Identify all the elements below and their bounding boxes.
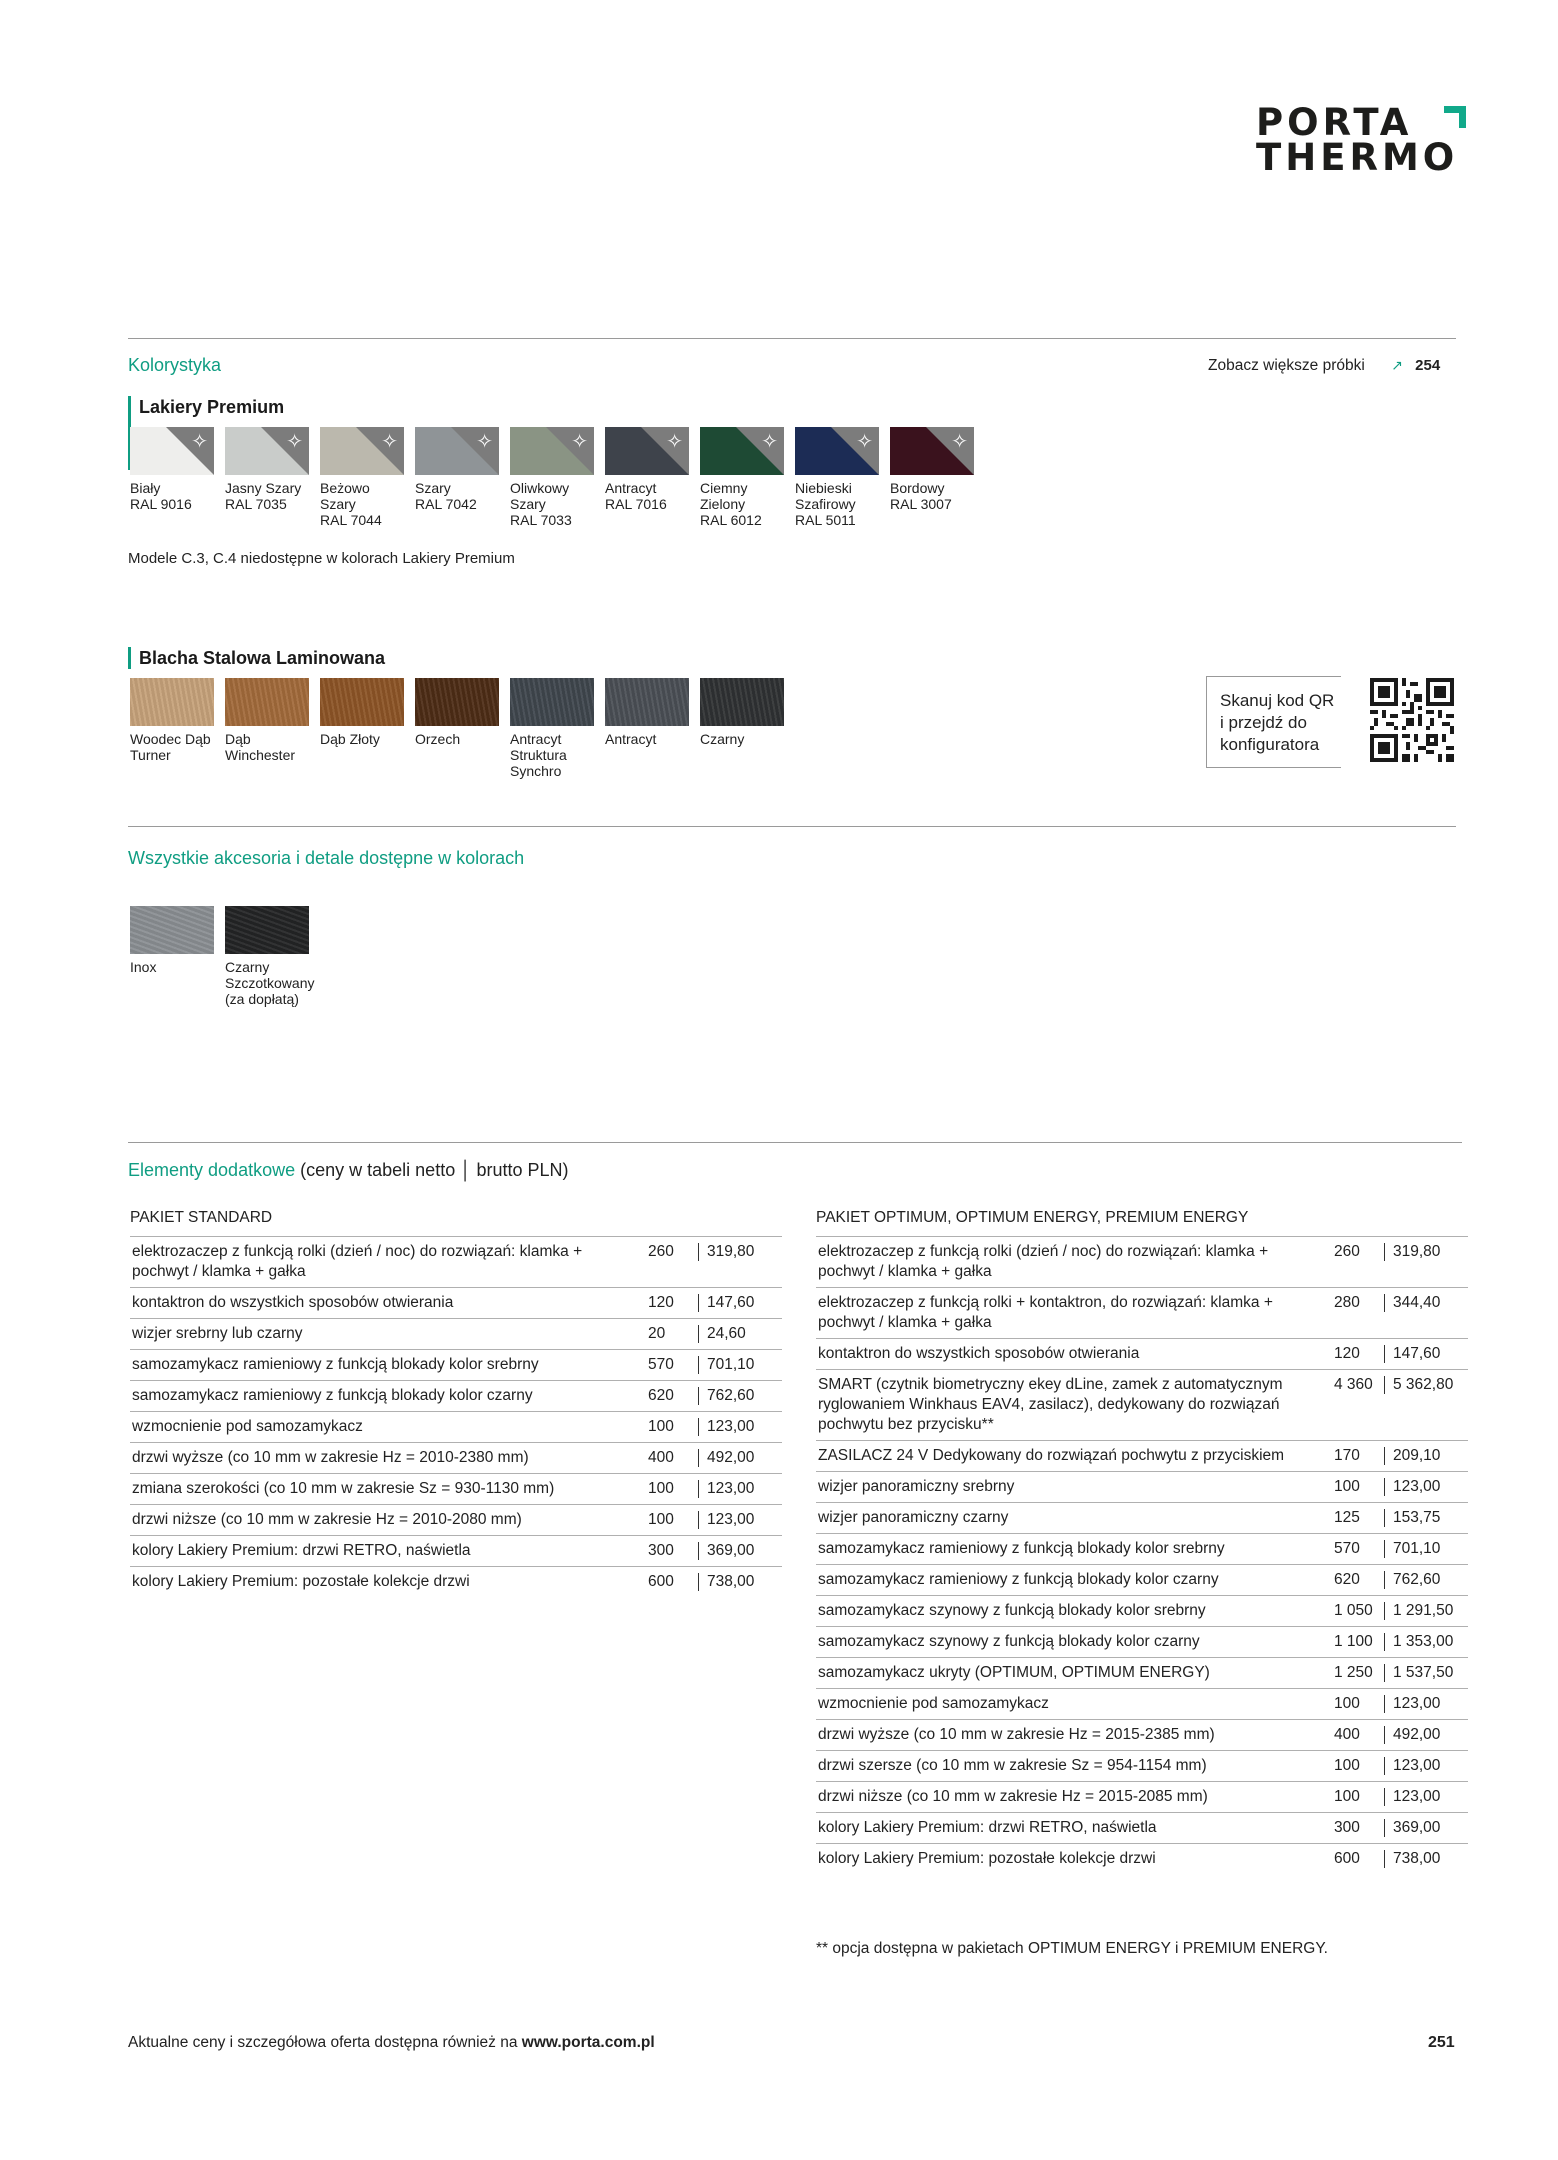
price-separator <box>1384 1540 1385 1558</box>
row-net-price: 100 <box>1332 1472 1382 1503</box>
row-gross-price: 319,80 <box>707 1243 755 1260</box>
table-row <box>130 1443 782 1474</box>
row-net-price: 120 <box>646 1288 696 1319</box>
table-row <box>130 1288 782 1319</box>
row-description: drzwi niższe (co 10 mm w zakresie Hz = 2010-2080 mm) <box>130 1505 646 1536</box>
accessory-swatch-label: Inox <box>130 959 157 975</box>
row-description: wzmocnienie pod samozamykacz <box>816 1689 1332 1720</box>
price-separator <box>1384 1243 1385 1261</box>
premium-swatch[interactable] <box>605 427 689 475</box>
table-row <box>816 1370 1468 1441</box>
price-separator <box>698 1542 699 1560</box>
price-separator <box>1384 1695 1385 1713</box>
qr-code-icon[interactable] <box>1370 678 1454 762</box>
row-net-price: 260 <box>646 1237 696 1288</box>
price-separator <box>1384 1376 1385 1394</box>
row-gross-price: 369,00 <box>1393 1819 1441 1836</box>
row-description: drzwi szersze (co 10 mm w zakresie Sz = 954-1154 mm) <box>816 1751 1332 1782</box>
table-row <box>816 1658 1468 1689</box>
row-gross-cell <box>1382 1844 1468 1875</box>
row-gross-price: 5 362,80 <box>1393 1376 1454 1393</box>
row-net-price: 400 <box>646 1443 696 1474</box>
row-description: elektrozaczep z funkcją rolki (dzień / noc) do rozwiązań: klamka + pochwyt / klamka + gałka <box>130 1237 646 1288</box>
row-description: wizjer panoramiczny czarny <box>816 1503 1332 1534</box>
row-gross-price: 1 353,00 <box>1393 1633 1454 1650</box>
premium-swatch[interactable] <box>510 427 594 475</box>
row-gross-cell <box>1382 1751 1468 1782</box>
table-row <box>816 1627 1468 1658</box>
row-gross-cell <box>1382 1441 1468 1472</box>
row-gross-cell <box>1382 1472 1468 1503</box>
laminated-swatch[interactable] <box>415 678 499 726</box>
section-divider <box>128 826 1456 827</box>
row-gross-price: 147,60 <box>1393 1345 1441 1362</box>
section-divider <box>128 338 1456 339</box>
row-net-price: 600 <box>646 1567 696 1598</box>
table-row <box>816 1565 1468 1596</box>
row-net-price: 300 <box>646 1536 696 1567</box>
premium-swatch-label: Jasny Szary RAL 7035 <box>225 480 302 512</box>
row-net-price: 260 <box>1332 1237 1382 1288</box>
row-gross-cell <box>1382 1339 1468 1370</box>
accessories-title: Wszystkie akcesoria i detale dostępne w kolorach <box>128 848 525 868</box>
row-net-price: 100 <box>1332 1689 1382 1720</box>
row-gross-price: 24,60 <box>707 1325 746 1342</box>
price-separator <box>698 1480 699 1498</box>
row-net-price: 1 100 <box>1332 1627 1382 1658</box>
table-row <box>816 1534 1468 1565</box>
row-gross-cell <box>696 1505 782 1536</box>
row-gross-cell <box>696 1350 782 1381</box>
laminated-swatch-label: Orzech <box>415 731 461 747</box>
row-gross-price: 319,80 <box>1393 1243 1441 1260</box>
row-gross-price: 762,60 <box>1393 1571 1441 1588</box>
row-description: elektrozaczep z funkcją rolki + kontaktron, do rozwiązań: klamka + pochwyt / klamka + gałka <box>816 1288 1332 1339</box>
row-gross-price: 762,60 <box>707 1387 755 1404</box>
arrow-up-right-icon: ↗ <box>1391 357 1403 373</box>
see-more-page: 254 <box>1415 357 1441 374</box>
row-gross-price: 123,00 <box>707 1511 755 1528</box>
row-gross-price: 369,00 <box>707 1542 755 1559</box>
row-gross-price: 123,00 <box>707 1480 755 1497</box>
row-net-price: 170 <box>1332 1441 1382 1472</box>
row-gross-cell <box>1382 1782 1468 1813</box>
row-gross-cell <box>696 1288 782 1319</box>
row-gross-cell <box>1382 1503 1468 1534</box>
laminated-swatch[interactable] <box>130 678 214 726</box>
laminated-swatch-label: Czarny <box>700 731 745 747</box>
laminated-swatch-label: Woodec Dąb Turner <box>130 731 211 763</box>
accessory-swatch[interactable] <box>130 906 214 954</box>
row-gross-cell <box>1382 1720 1468 1751</box>
logo-line1: PORTA <box>1256 101 1413 144</box>
extras-title-green: Elementy dodatkowe <box>128 1160 296 1180</box>
row-description: samozamykacz szynowy z funkcją blokady kolor czarny <box>816 1627 1332 1658</box>
sparkle-icon: ✧ <box>571 431 588 453</box>
sparkle-icon: ✧ <box>476 431 493 453</box>
row-gross-price: 344,40 <box>1393 1294 1441 1311</box>
table-row <box>816 1596 1468 1627</box>
row-gross-cell <box>696 1381 782 1412</box>
premium-swatch-label: Biały RAL 9016 <box>130 480 192 512</box>
row-gross-cell <box>696 1412 782 1443</box>
row-description: kolory Lakiery Premium: pozostałe kolekcje drzwi <box>130 1567 646 1598</box>
footer <box>128 2034 655 2052</box>
accessory-swatch-label: Czarny Szczotkowany (za dopłatą) <box>225 959 315 1007</box>
premium-note: Modele C.3, C.4 niedostępne w kolorach Lakiery Premium <box>128 550 515 567</box>
row-net-price: 600 <box>1332 1844 1382 1875</box>
row-net-price: 1 050 <box>1332 1596 1382 1627</box>
row-net-price: 400 <box>1332 1720 1382 1751</box>
table-row <box>816 1441 1468 1472</box>
premium-swatch[interactable] <box>320 427 404 475</box>
table-row <box>816 1472 1468 1503</box>
price-separator <box>1384 1633 1385 1651</box>
row-gross-price: 738,00 <box>707 1573 755 1590</box>
table-row <box>816 1689 1468 1720</box>
row-gross-cell <box>696 1319 782 1350</box>
row-net-price: 1 250 <box>1332 1658 1382 1689</box>
premium-swatch-label: Antracyt RAL 7016 <box>605 480 667 512</box>
row-gross-cell <box>696 1474 782 1505</box>
sparkle-icon: ✧ <box>286 431 303 453</box>
table-row <box>130 1381 782 1412</box>
price-separator <box>1384 1447 1385 1465</box>
row-description: SMART (czytnik biometryczny ekey dLine, zamek z automatycznym ryglowaniem Winkhaus EAV4, zasilacz), dedykowany do rozwiązań pochwytu bez przycisku** <box>816 1370 1332 1441</box>
premium-swatch[interactable] <box>890 427 974 475</box>
table-row <box>816 1720 1468 1751</box>
row-gross-cell <box>1382 1627 1468 1658</box>
row-description: kontaktron do wszystkich sposobów otwierania <box>816 1339 1332 1370</box>
row-net-price: 120 <box>1332 1339 1382 1370</box>
extras-title-rest: (ceny w tabeli netto │ brutto PLN) <box>300 1160 569 1180</box>
premium-swatch-label: Beżowo Szary RAL 7044 <box>320 480 382 528</box>
laminated-swatch[interactable] <box>225 678 309 726</box>
table-row <box>130 1412 782 1443</box>
sparkle-icon: ✧ <box>666 431 683 453</box>
row-description: wizjer panoramiczny srebrny <box>816 1472 1332 1503</box>
table-row <box>130 1319 782 1350</box>
price-separator <box>1384 1602 1385 1620</box>
row-description: drzwi niższe (co 10 mm w zakresie Hz = 2015-2085 mm) <box>816 1782 1332 1813</box>
row-net-price: 300 <box>1332 1813 1382 1844</box>
row-net-price: 100 <box>646 1412 696 1443</box>
laminated-swatch-label: Antracyt Struktura Synchro <box>510 731 567 779</box>
row-description: ZASILACZ 24 V Dedykowany do rozwiązań pochwytu z przyciskiem <box>816 1441 1332 1472</box>
premium-title: Lakiery Premium <box>128 396 284 418</box>
table-row <box>816 1237 1468 1288</box>
table-row <box>816 1813 1468 1844</box>
row-net-price: 620 <box>646 1381 696 1412</box>
optimum-package-table <box>816 1208 1468 1874</box>
table-row <box>816 1288 1468 1339</box>
row-gross-price: 123,00 <box>1393 1788 1441 1805</box>
porta-thermo-logo <box>1256 101 1466 179</box>
row-description: kolory Lakiery Premium: drzwi RETRO, naświetla <box>130 1536 646 1567</box>
row-gross-cell <box>696 1536 782 1567</box>
row-net-price: 570 <box>1332 1534 1382 1565</box>
premium-swatch[interactable] <box>795 427 879 475</box>
row-description: wizjer srebrny lub czarny <box>130 1319 646 1350</box>
table-row <box>130 1474 782 1505</box>
row-gross-price: 147,60 <box>707 1294 755 1311</box>
row-net-price: 20 <box>646 1319 696 1350</box>
price-separator <box>698 1449 699 1467</box>
row-gross-price: 123,00 <box>1393 1478 1441 1495</box>
table-row <box>816 1751 1468 1782</box>
row-description: drzwi wyższe (co 10 mm w zakresie Hz = 2015-2385 mm) <box>816 1720 1332 1751</box>
row-gross-cell <box>1382 1689 1468 1720</box>
row-description: wzmocnienie pod samozamykacz <box>130 1412 646 1443</box>
row-gross-price: 123,00 <box>1393 1695 1441 1712</box>
row-net-price: 280 <box>1332 1288 1382 1339</box>
logo-line2: THERMO <box>1256 136 1459 179</box>
table-row <box>816 1782 1468 1813</box>
row-description: samozamykacz ramieniowy z funkcją blokady kolor czarny <box>130 1381 646 1412</box>
row-net-price: 125 <box>1332 1503 1382 1534</box>
footnote: ** opcja dostępna w pakietach OPTIMUM ENERGY i PREMIUM ENERGY. <box>816 1940 1328 1957</box>
premium-swatch-label: Szary RAL 7042 <box>415 480 477 512</box>
laminated-title: Blacha Stalowa Laminowana <box>128 647 385 669</box>
premium-swatch[interactable] <box>700 427 784 475</box>
qr-text: Skanuj kod QR i przejdź do konfiguratora <box>1220 691 1335 754</box>
row-net-price: 100 <box>646 1505 696 1536</box>
row-gross-cell <box>1382 1534 1468 1565</box>
row-net-price: 100 <box>1332 1782 1382 1813</box>
logo-corner-mark <box>1444 106 1466 128</box>
laminated-swatch-label: Antracyt <box>605 731 657 747</box>
laminated-swatch-label: Dąb Winchester <box>225 731 296 763</box>
row-description: kolory Lakiery Premium: drzwi RETRO, naświetla <box>816 1813 1332 1844</box>
premium-swatch-label: Oliwkowy Szary RAL 7033 <box>510 480 572 528</box>
row-gross-cell <box>1382 1288 1468 1339</box>
premium-swatch-label: Niebieski Szafirowy RAL 5011 <box>795 480 856 528</box>
price-separator <box>1384 1478 1385 1496</box>
accessory-swatch[interactable] <box>225 906 309 954</box>
row-description: samozamykacz ramieniowy z funkcją blokady kolor srebrny <box>130 1350 646 1381</box>
standard-package-table <box>130 1208 782 1597</box>
sparkle-icon: ✧ <box>381 431 398 453</box>
row-gross-cell <box>1382 1813 1468 1844</box>
footer-link[interactable]: www.porta.com.pl <box>521 2034 655 2051</box>
row-description: samozamykacz ukryty (OPTIMUM, OPTIMUM ENERGY) <box>816 1658 1332 1689</box>
row-net-price: 100 <box>646 1474 696 1505</box>
row-description: samozamykacz ramieniowy z funkcją blokady kolor srebrny <box>816 1534 1332 1565</box>
price-separator <box>1384 1664 1385 1682</box>
premium-swatch[interactable] <box>225 427 309 475</box>
row-description: samozamykacz szynowy z funkcją blokady kolor srebrny <box>816 1596 1332 1627</box>
table-row <box>130 1567 782 1598</box>
premium-swatch[interactable] <box>130 427 214 475</box>
row-description: zmiana szerokości (co 10 mm w zakresie Sz = 930-1130 mm) <box>130 1474 646 1505</box>
price-separator <box>1384 1850 1385 1868</box>
row-description: elektrozaczep z funkcją rolki (dzień / noc) do rozwiązań: klamka + pochwyt / klamka + gałka <box>816 1237 1332 1288</box>
premium-swatch-label: Ciemny Zielony RAL 6012 <box>700 480 762 528</box>
laminated-swatch[interactable] <box>700 678 784 726</box>
price-separator <box>698 1387 699 1405</box>
row-description: kolory Lakiery Premium: pozostałe kolekcje drzwi <box>816 1844 1332 1875</box>
price-separator <box>1384 1345 1385 1363</box>
see-more-label: Zobacz większe próbki <box>1208 357 1365 374</box>
row-net-price: 100 <box>1332 1751 1382 1782</box>
row-description: kontaktron do wszystkich sposobów otwierania <box>130 1288 646 1319</box>
row-gross-cell <box>1382 1658 1468 1689</box>
row-gross-price: 1 537,50 <box>1393 1664 1454 1681</box>
row-gross-cell <box>1382 1596 1468 1627</box>
price-separator <box>698 1511 699 1529</box>
sparkle-icon: ✧ <box>191 431 208 453</box>
table-row <box>816 1339 1468 1370</box>
sparkle-icon: ✧ <box>761 431 778 453</box>
row-gross-price: 738,00 <box>1393 1850 1441 1867</box>
row-gross-price: 701,10 <box>1393 1540 1441 1557</box>
row-gross-cell <box>1382 1237 1468 1288</box>
standard-header: PAKIET STANDARD <box>130 1209 273 1226</box>
premium-swatch[interactable] <box>415 427 499 475</box>
price-separator <box>698 1573 699 1591</box>
sparkle-icon: ✧ <box>951 431 968 453</box>
row-gross-cell <box>1382 1565 1468 1596</box>
price-separator <box>1384 1571 1385 1589</box>
row-gross-cell <box>696 1237 782 1288</box>
price-separator <box>698 1243 699 1261</box>
price-separator <box>1384 1788 1385 1806</box>
row-gross-price: 209,10 <box>1393 1447 1441 1464</box>
table-row <box>130 1350 782 1381</box>
row-gross-price: 701,10 <box>707 1356 755 1373</box>
laminated-swatch[interactable] <box>510 678 594 726</box>
footer-text: Aktualne ceny i szczegółowa oferta dostępna również na <box>128 2034 518 2051</box>
row-net-price: 570 <box>646 1350 696 1381</box>
row-gross-price: 153,75 <box>1393 1509 1441 1526</box>
table-row <box>816 1844 1468 1875</box>
laminated-swatch[interactable] <box>320 678 404 726</box>
price-separator <box>698 1356 699 1374</box>
colors-title: Kolorystyka <box>128 355 222 375</box>
price-separator <box>1384 1819 1385 1837</box>
optimum-header: PAKIET OPTIMUM, OPTIMUM ENERGY, PREMIUM ENERGY <box>816 1209 1249 1226</box>
premium-swatch-label: Bordowy RAL 3007 <box>890 480 952 512</box>
table-row <box>130 1536 782 1567</box>
price-separator <box>1384 1726 1385 1744</box>
laminated-swatch[interactable] <box>605 678 689 726</box>
row-gross-cell <box>696 1443 782 1474</box>
laminated-swatch-label: Dąb Złoty <box>320 731 380 747</box>
row-gross-price: 492,00 <box>707 1449 755 1466</box>
table-row <box>130 1237 782 1288</box>
row-description: samozamykacz ramieniowy z funkcją blokady kolor czarny <box>816 1565 1332 1596</box>
row-gross-price: 1 291,50 <box>1393 1602 1454 1619</box>
row-net-price: 4 360 <box>1332 1370 1382 1441</box>
sparkle-icon: ✧ <box>856 431 873 453</box>
row-description: drzwi wyższe (co 10 mm w zakresie Hz = 2010-2380 mm) <box>130 1443 646 1474</box>
price-separator <box>698 1294 699 1312</box>
page-number: 251 <box>1428 2034 1455 2051</box>
table-row <box>816 1503 1468 1534</box>
section-divider <box>128 1142 1462 1143</box>
row-gross-price: 492,00 <box>1393 1726 1441 1743</box>
see-more-link[interactable] <box>1208 357 1440 375</box>
price-separator <box>698 1325 699 1343</box>
price-separator <box>698 1418 699 1436</box>
row-gross-price: 123,00 <box>1393 1757 1441 1774</box>
row-gross-cell <box>1382 1370 1468 1441</box>
price-separator <box>1384 1757 1385 1775</box>
table-row <box>130 1505 782 1536</box>
price-separator <box>1384 1509 1385 1527</box>
extras-title <box>128 1160 569 1181</box>
row-gross-cell <box>696 1567 782 1598</box>
row-gross-price: 123,00 <box>707 1418 755 1435</box>
row-net-price: 620 <box>1332 1565 1382 1596</box>
price-separator <box>1384 1294 1385 1312</box>
